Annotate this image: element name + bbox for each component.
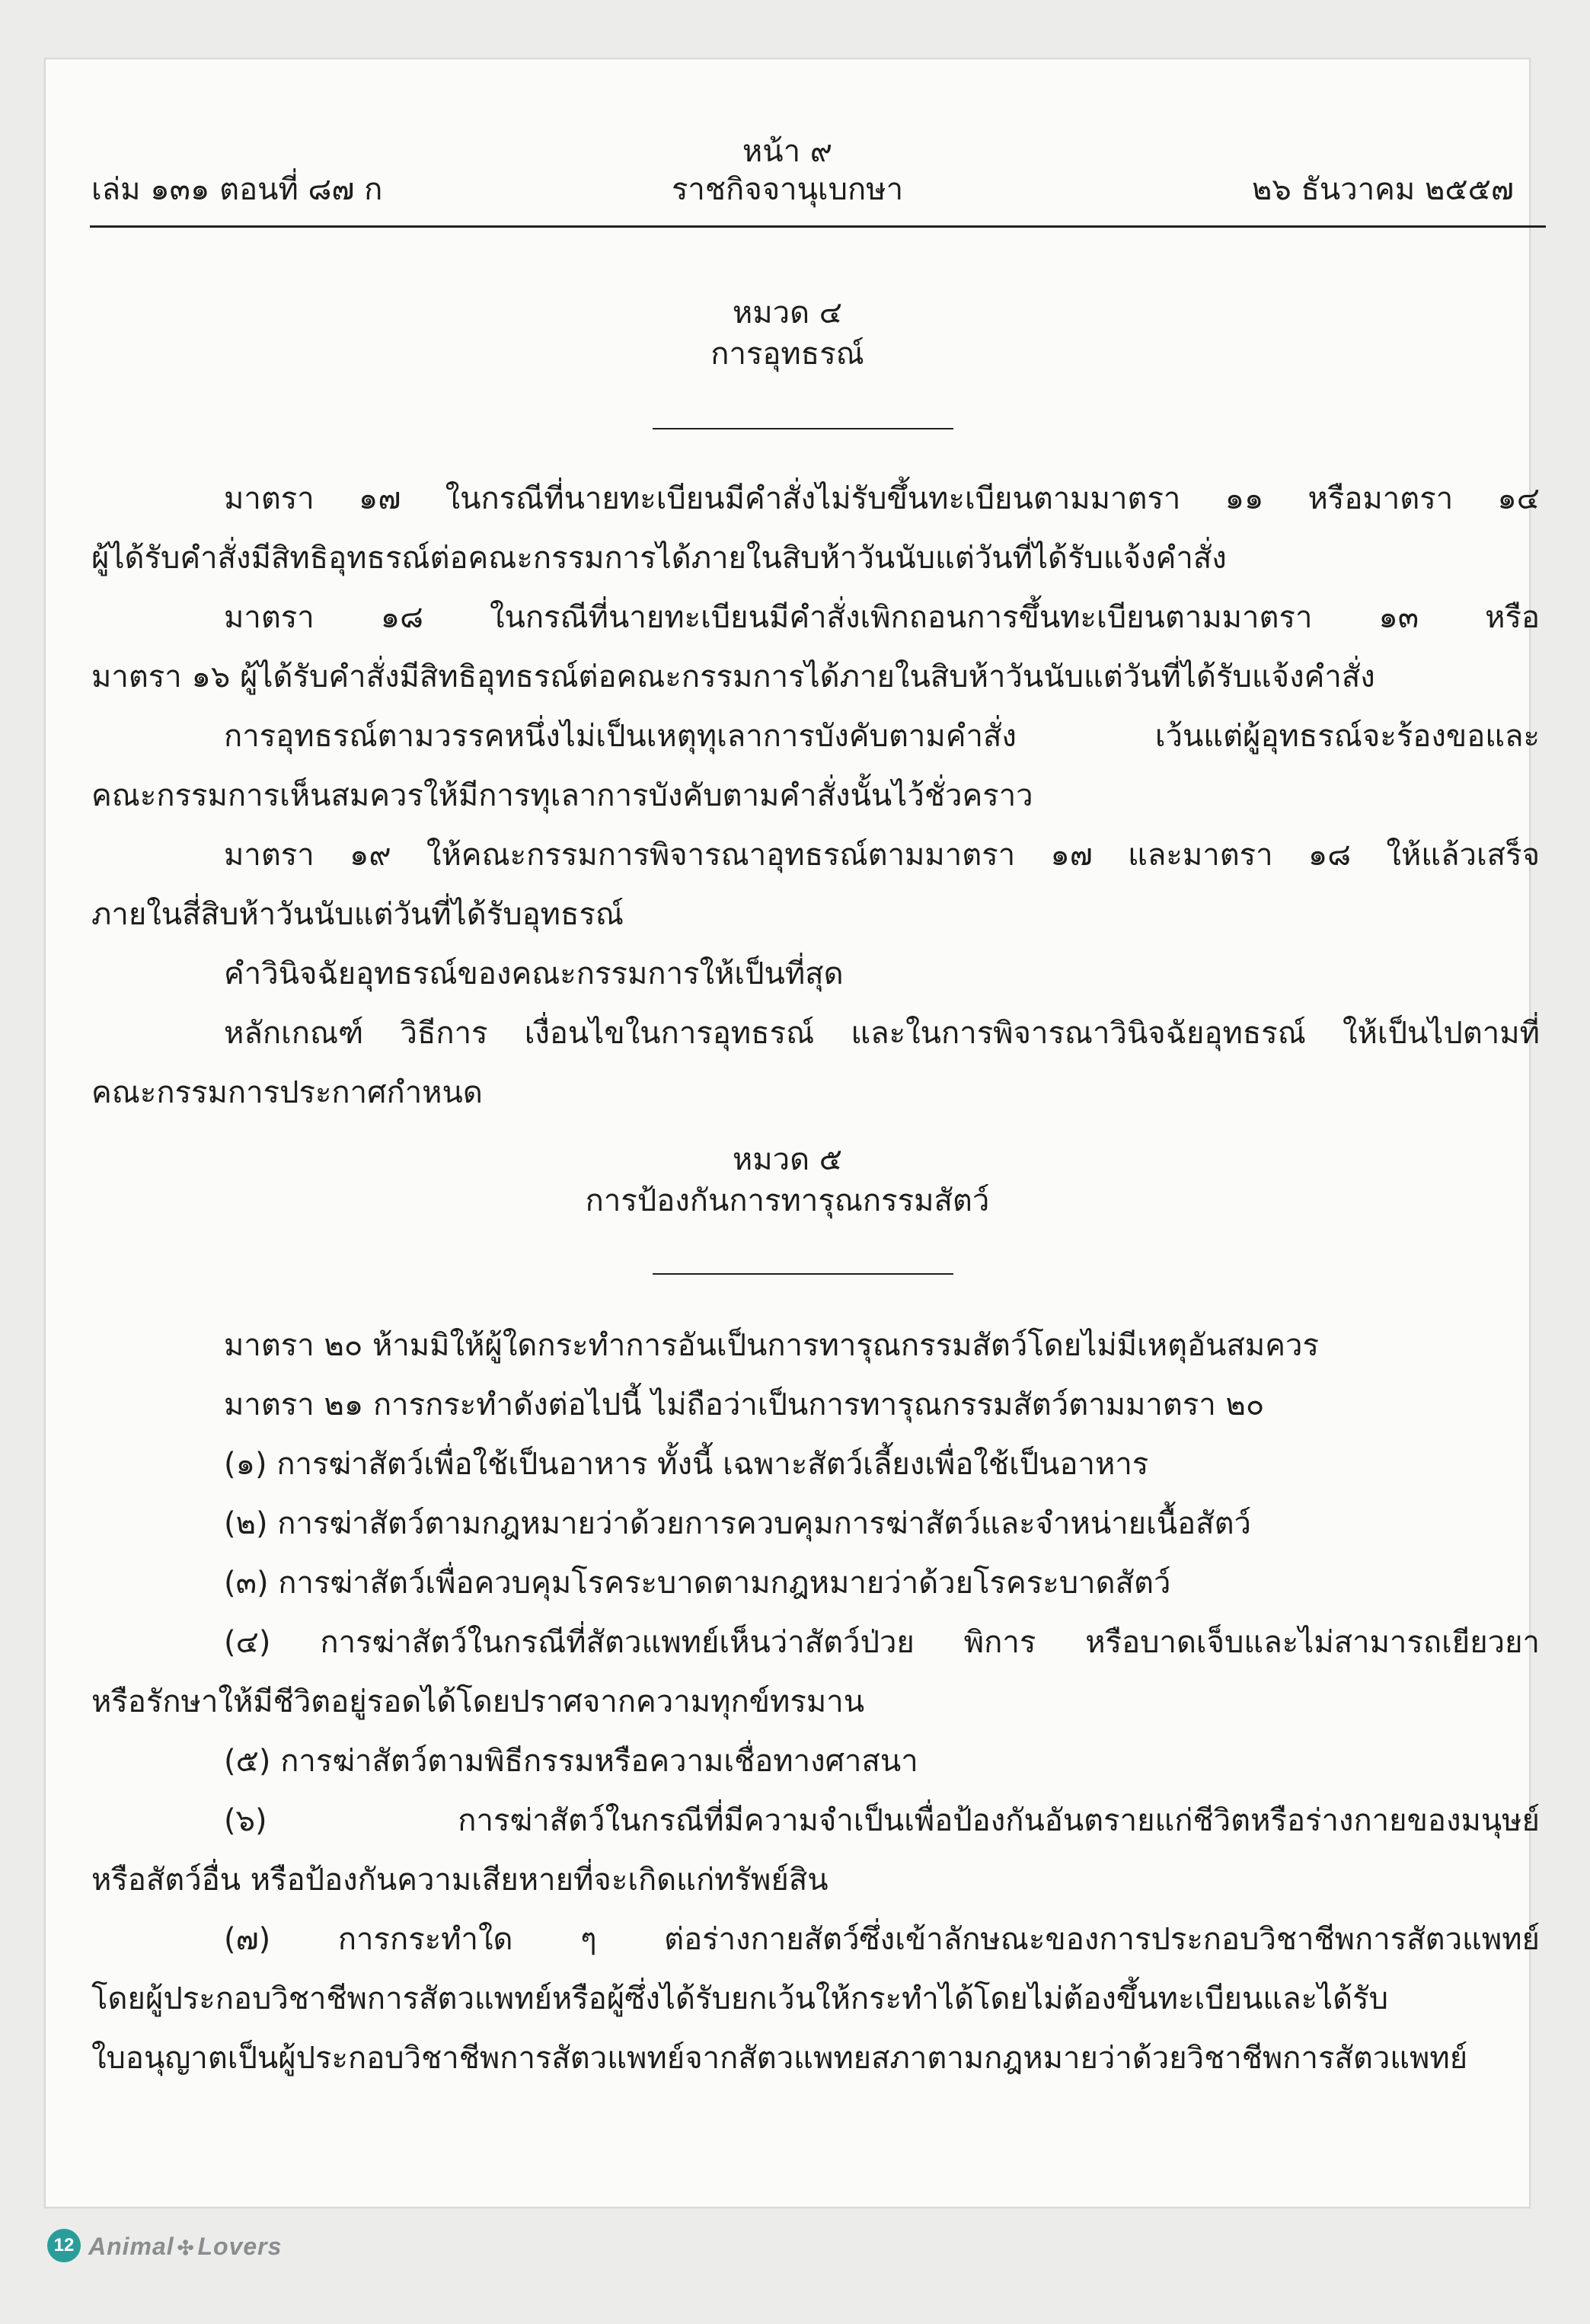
ch4-line: มาตรา ๑๙ ให้คณะกรรมการพิจารณาอุทธรณ์ตามมาตรา ๑๗ และมาตรา ๑๘ ให้แล้วเสร็จ [224, 838, 1541, 873]
ch5-line: หรือสัตว์อื่น หรือป้องกันความเสียหายที่จะเกิดแก่ทรัพย์สิน [91, 1863, 829, 1898]
ch5-line: มาตรา ๒๑ การกระทำดังต่อไปนี้ ไม่ถือว่าเป็นการทารุณกรรมสัตว์ตามมาตรา ๒๐ [224, 1387, 1265, 1422]
ch4-line: คำวินิจฉัยอุทธรณ์ของคณะกรรมการให้เป็นที่สุด [224, 956, 844, 991]
ch4-line: การอุทธรณ์ตามวรรคหนึ่งไม่เป็นเหตุทุเลาการบังคับตามคำสั่ง เว้นแต่ผู้อุทธรณ์จะร้องขอและ [224, 719, 1540, 754]
ch4-line: ผู้ได้รับคำสั่งมีสิทธิอุทธรณ์ต่อคณะกรรมการได้ภายในสิบห้าวันนับแต่วันที่ได้รับแจ้งคำสั่ง [91, 541, 1227, 576]
ch5-line: มาตรา ๒๐ ห้ามมิให้ผู้ใดกระทำการอันเป็นการทารุณกรรมสัตว์โดยไม่มีเหตุอันสมควร [224, 1328, 1319, 1363]
header-gazette-title: ราชกิจจานุเบกษา [671, 172, 904, 207]
ch5-line: ใบอนุญาตเป็นผู้ประกอบวิชาชีพการสัตวแพทย์จากสัตวแพทยสภาตามกฎหมายว่าด้วยวิชาชีพการสัตวแพทย์ [91, 2041, 1468, 2076]
header-volume: เล่ม ๑๓๑ ตอนที่ ๘๗ ก [91, 172, 383, 207]
header-date: ๒๖ ธันวาคม ๒๕๕๗ [1252, 172, 1514, 207]
ch4-line: คณะกรรมการเห็นสมควรให้มีการทุเลาการบังคับตามคำสั่งนั้นไว้ชั่วคราว [91, 778, 1033, 813]
chapter-4-number: หมวด ๔ [732, 295, 843, 330]
chapter-4-divider [653, 428, 953, 429]
ch5-line: (๓) การฆ่าสัตว์เพื่อควบคุมโรคระบาดตามกฎหมายว่าด้วยโรคระบาดสัตว์ [224, 1566, 1171, 1601]
chapter-5-divider [653, 1273, 953, 1275]
ch5-line: (๗) การกระทำใด ๆ ต่อร่างกายสัตว์ซึ่งเข้าลักษณะของการประกอบวิชาชีพการสัตวแพทย์ [224, 1922, 1540, 1957]
ch5-line: โดยผู้ประกอบวิชาชีพการสัตวแพทย์หรือผู้ซึ่งได้รับยกเว้นให้กระทำได้โดยไม่ต้องขึ้นทะเบียนและได้รับ [91, 1981, 1389, 2016]
ch4-line: มาตรา ๑๗ ในกรณีที่นายทะเบียนมีคำสั่งไม่รับขึ้นทะเบียนตามมาตรา ๑๑ หรือมาตรา ๑๔ [224, 481, 1540, 516]
magazine-brand-logo [88, 2230, 282, 2263]
ch4-line: ภายในสี่สิบห้าวันนับแต่วันที่ได้รับอุทธรณ์ [91, 897, 624, 932]
brand-right-text: Lovers [197, 2233, 283, 2260]
ch5-line: (๔) การฆ่าสัตว์ในกรณีที่สัตวแพทย์เห็นว่าสัตว์ป่วย พิการ หรือบาดเจ็บและไม่สามารถเยียวยา [224, 1625, 1540, 1660]
gazette-page [44, 58, 1541, 2208]
magazine-page-number: 12 [47, 2229, 81, 2262]
ch4-line: มาตรา ๑๖ ผู้ได้รับคำสั่งมีสิทธิอุทธรณ์ต่อคณะกรรมการได้ภายในสิบห้าวันนับแต่วันที่ได้รับแจ้งคำสั่ง [91, 659, 1375, 694]
chapter-5-title: การป้องกันการทารุณกรรมสัตว์ [585, 1183, 990, 1218]
ch5-line: (๖) การฆ่าสัตว์ในกรณีที่มีความจำเป็นเพื่อป้องกันอันตรายแก่ชีวิตหรือร่างกายของมนุษย์ [224, 1803, 1540, 1838]
ch4-line: หลักเกณฑ์ วิธีการ เงื่อนไขในการอุทธรณ์ และในการพิจารณาวินิจฉัยอุทธรณ์ ให้เป็นไปตามที่ [224, 1016, 1540, 1051]
ch5-line: (๑) การฆ่าสัตว์เพื่อใช้เป็นอาหาร ทั้งนี้ เฉพาะสัตว์เลี้ยงเพื่อใช้เป็นอาหาร [224, 1447, 1149, 1482]
ch4-line: มาตรา ๑๘ ในกรณีที่นายทะเบียนมีคำสั่งเพิกถอนการขึ้นทะเบียนตามมาตรา ๑๓ หรือ [224, 600, 1540, 635]
paw-icon: ✣ [177, 2236, 195, 2259]
brand-left-text: Animal [88, 2233, 174, 2260]
header-page-number: หน้า ๙ [742, 134, 833, 169]
ch4-line: คณะกรรมการประกาศกำหนด [91, 1075, 483, 1110]
chapter-5-number: หมวด ๕ [732, 1142, 843, 1177]
chapter-4-title: การอุทธรณ์ [710, 337, 864, 372]
ch5-line: หรือรักษาให้มีชีวิตอยู่รอดได้โดยปราศจากความทุกข์ทรมาน [91, 1684, 865, 1719]
header-rule [90, 225, 1546, 228]
ch5-line: (๕) การฆ่าสัตว์ตามพิธีกรรมหรือความเชื่อทางศาสนา [224, 1744, 918, 1779]
ch5-line: (๒) การฆ่าสัตว์ตามกฎหมายว่าด้วยการควบคุมการฆ่าสัตว์และจำหน่ายเนื้อสัตว์ [224, 1506, 1252, 1541]
